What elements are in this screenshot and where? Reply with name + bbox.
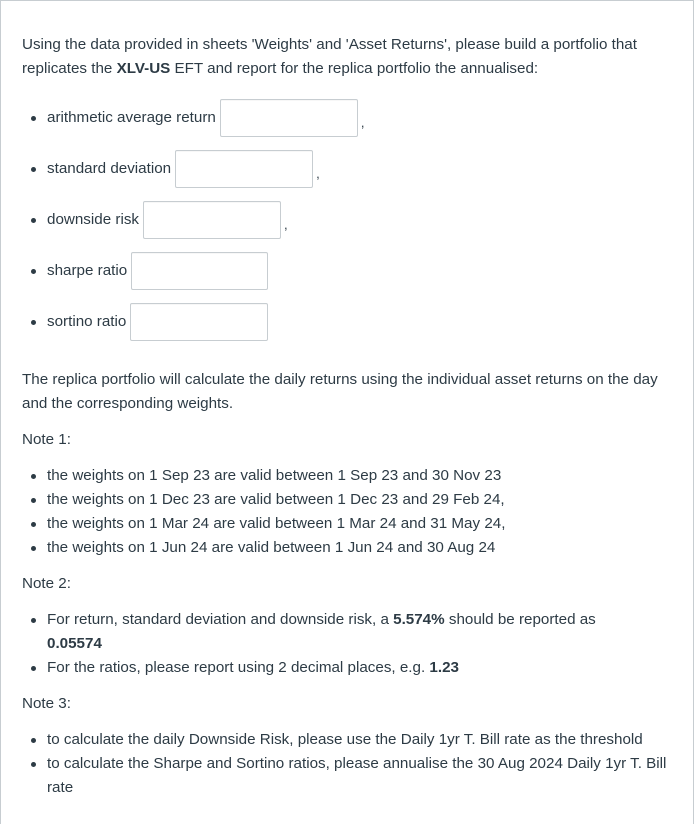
answer-item-average-return (22, 92, 672, 143)
note-text: For the ratios, please report using 2 decimal places, e.g. (47, 659, 430, 676)
note-bold-value: 0.05574 (47, 635, 102, 652)
list-item: to calculate the daily Downside Risk, please use the Daily 1yr T. Bill rate as the threshold (22, 728, 672, 752)
note-3-title: Note 3: (22, 695, 71, 712)
question-content (22, 33, 672, 800)
list-item: to calculate the Sharpe and Sortino ratios, please annualise the 30 Aug 2024 Daily 1yr T. Bill rate (22, 752, 672, 800)
answer-comma: , (360, 114, 365, 130)
list-item: the weights on 1 Sep 23 are valid between 1 Sep 23 and 30 Nov 23 (22, 464, 672, 488)
answer-comma: , (316, 165, 320, 181)
answer-item-sortino-ratio (22, 296, 672, 347)
method-paragraph: The replica portfolio will calculate the daily returns using the individual asset returns on the day and the corresponding weights. (22, 371, 658, 412)
note-2-list (22, 608, 672, 680)
sortino-ratio-input[interactable] (130, 303, 268, 341)
list-item (22, 608, 672, 656)
note-bold-value: 1.23 (429, 659, 459, 676)
standard-deviation-input[interactable] (175, 150, 313, 188)
answer-item-standard-deviation (22, 143, 672, 194)
list-item: the weights on 1 Mar 24 are valid between 1 Mar 24 and 31 May 24, (22, 512, 672, 536)
list-item (22, 656, 672, 680)
average-return-input[interactable] (220, 99, 358, 137)
note-3-list (22, 728, 672, 800)
intro-paragraph (22, 33, 672, 81)
note-text: should be reported as (444, 611, 596, 628)
downside-risk-input[interactable] (143, 201, 281, 239)
note-1-list (22, 464, 672, 560)
intro-ticker: XLV-US (116, 60, 171, 77)
note-bold-value: 5.574% (393, 611, 445, 628)
note-text: For return, standard deviation and downside risk, a (47, 611, 394, 628)
intro-text-2: EFT and report for the replica portfolio the annualised: (170, 60, 539, 77)
answer-label: downside risk (47, 210, 140, 228)
note-2-title: Note 2: (22, 575, 71, 592)
answer-label: arithmetic average return (47, 108, 216, 126)
answer-list (22, 92, 672, 347)
sharpe-ratio-input[interactable] (131, 252, 268, 290)
answer-item-downside-risk (22, 194, 672, 245)
answer-label: standard deviation (47, 159, 172, 177)
answer-comma: , (284, 216, 288, 232)
answer-label: sharpe ratio (47, 261, 128, 279)
answer-item-sharpe-ratio (22, 245, 672, 296)
answer-label: sortino ratio (47, 312, 127, 330)
list-item: the weights on 1 Jun 24 are valid between 1 Jun 24 and 30 Aug 24 (22, 536, 672, 560)
intro-text-1: Using the data provided in sheets 'Weights' and 'Asset Returns', please build a portfolio that replicates the (22, 36, 637, 77)
list-item: the weights on 1 Dec 23 are valid between 1 Dec 23 and 29 Feb 24, (22, 488, 672, 512)
note-1-title: Note 1: (22, 431, 71, 448)
